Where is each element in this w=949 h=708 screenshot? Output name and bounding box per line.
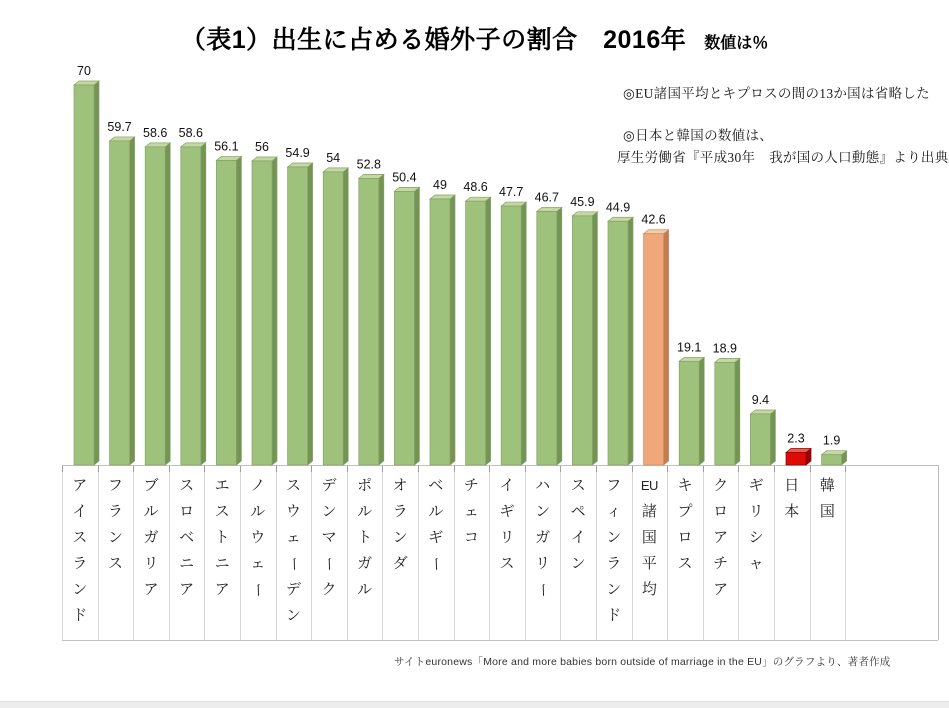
category-label-char: ラ xyxy=(72,555,88,572)
category-label-char: ギ xyxy=(748,477,764,494)
bar-side-face xyxy=(414,187,419,465)
bar-top-face xyxy=(715,358,740,362)
category-label-char: イ xyxy=(499,477,515,494)
bar-side-face xyxy=(592,212,597,465)
category-label-char: リ xyxy=(143,555,159,572)
bar-side-face xyxy=(557,207,562,465)
category-label-char: 韓 xyxy=(819,477,835,494)
bar xyxy=(323,151,348,465)
bar-front-face xyxy=(288,167,308,465)
category-label-char: オ xyxy=(392,477,408,494)
category-label-char: ト xyxy=(357,529,373,546)
category-label-char: プ xyxy=(677,503,693,520)
bar-top-face xyxy=(822,451,847,455)
category-label-char: キ xyxy=(677,477,693,494)
bar xyxy=(606,200,633,465)
category-label-char: ギ xyxy=(428,529,444,546)
category-label-char: ガ xyxy=(535,529,551,546)
category-label-char: ス xyxy=(107,555,123,572)
category-label-char: ス xyxy=(179,477,195,494)
bar xyxy=(713,341,740,465)
bar xyxy=(641,213,668,465)
bar-value-label: 19.1 xyxy=(677,340,702,355)
bar-top-face xyxy=(644,230,669,234)
bar-front-face xyxy=(786,453,806,465)
bar xyxy=(357,157,384,465)
bar xyxy=(535,190,562,465)
bar-front-face xyxy=(110,141,130,465)
bar-value-label: 56.1 xyxy=(214,139,239,154)
category-label-char: ペ xyxy=(570,503,586,520)
category-label-char: 国 xyxy=(641,529,657,546)
category-label-char: ラ xyxy=(392,503,408,520)
category-label-char: ン xyxy=(321,503,337,520)
chart-title: （表1）出生に占める婚外子の割合 2016年 xyxy=(180,26,687,54)
bar-value-label: 59.7 xyxy=(107,119,132,134)
bar-value-label: 50.4 xyxy=(392,170,417,185)
category-label-char: ア xyxy=(179,581,195,598)
category-label-char: ロ xyxy=(677,529,693,546)
source-credit: サイトeuronews「More and more babies born outside of marriage in the EU」のグラフより、著者作成 xyxy=(394,656,891,668)
bar-side-face xyxy=(486,197,491,465)
bar xyxy=(430,178,455,465)
category-label-char: ダ xyxy=(392,555,408,572)
category-label-char: ト xyxy=(214,529,230,546)
bar-value-label: 2.3 xyxy=(787,431,805,446)
bar xyxy=(107,120,134,465)
category-label-char: ン xyxy=(535,503,551,520)
bar-front-face xyxy=(323,172,343,465)
category-label-char: ー xyxy=(427,556,445,572)
bar-top-face xyxy=(252,157,277,161)
bar-side-face xyxy=(735,358,740,465)
bar-top-face xyxy=(74,81,99,85)
category-label-char: デ xyxy=(321,477,337,494)
bar-top-face xyxy=(786,449,811,453)
bar-front-face xyxy=(608,221,628,465)
category-label-char: ウ xyxy=(250,529,266,546)
bar-value-label: 54.9 xyxy=(285,145,310,160)
category-label-char: ー xyxy=(285,556,303,572)
category-label-char: 日 xyxy=(784,477,800,494)
category-label-char: ス xyxy=(570,477,586,494)
bar xyxy=(677,340,704,465)
category-label-char: EU xyxy=(640,478,658,493)
bar-value-label: 56 xyxy=(255,140,269,154)
bar-side-face xyxy=(343,168,348,465)
category-label-char: ド xyxy=(606,607,622,624)
note-omitted-countries: ◎EU諸国平均とキプロスの間の13か国は省略した xyxy=(623,86,930,101)
bar-front-face xyxy=(715,362,735,465)
bar-value-label: 58.6 xyxy=(178,125,203,140)
category-label-char: フ xyxy=(107,477,123,494)
category-label-char: ル xyxy=(357,581,373,598)
bar-front-face xyxy=(430,199,450,465)
bar xyxy=(750,393,775,465)
bar xyxy=(252,140,277,465)
bar xyxy=(822,434,847,465)
bar-value-label: 48.6 xyxy=(463,180,488,195)
category-label-char: イ xyxy=(570,529,586,546)
bar-value-label: 9.4 xyxy=(751,392,770,407)
bar-side-face xyxy=(450,195,455,465)
category-label-char: ー xyxy=(249,582,267,598)
category-label-char: エ xyxy=(214,477,230,494)
bar-side-face xyxy=(236,156,241,465)
bar-side-face xyxy=(699,357,704,465)
category-label-char: ド xyxy=(72,607,88,624)
bar-side-face xyxy=(521,202,526,465)
category-label-char: ロ xyxy=(713,503,729,520)
bar-top-face xyxy=(181,143,206,147)
bar-value-label: 44.9 xyxy=(605,200,631,215)
category-label-char: ガ xyxy=(357,555,373,572)
bar-top-face xyxy=(430,195,455,199)
bar-front-face xyxy=(181,147,201,465)
category-label-char: ン xyxy=(606,529,622,546)
bar-side-face xyxy=(201,143,206,465)
category-label-char: ル xyxy=(428,503,444,520)
category-label-char: ン xyxy=(606,581,622,598)
bar-front-face xyxy=(216,160,236,465)
category-label-char: イ xyxy=(72,503,88,520)
chart-unit-note: 数値は％ xyxy=(704,35,769,52)
category-label-char: マ xyxy=(321,529,337,546)
bar-top-face xyxy=(394,187,419,191)
category-label-char: ブ xyxy=(143,477,159,494)
category-label-char: ル xyxy=(143,503,159,520)
bar-top-face xyxy=(359,174,384,178)
category-label-char: ラ xyxy=(107,503,123,520)
category-label-char: ー xyxy=(320,556,338,572)
bar-top-face xyxy=(572,212,597,216)
bar-front-face xyxy=(501,206,521,465)
category-label-char: リ xyxy=(535,555,551,572)
bottom-window-edge xyxy=(0,701,949,708)
category-label-char: ィ xyxy=(606,503,622,520)
bar-side-face xyxy=(308,163,313,465)
category-label-char: ク xyxy=(713,477,729,494)
bar-value-label: 52.8 xyxy=(356,157,381,172)
category-label-char: ノ xyxy=(250,477,266,494)
category-label-char: ア xyxy=(214,581,230,598)
category-label-char: ポ xyxy=(357,477,373,494)
bar-side-face xyxy=(272,157,277,465)
category-label-char: ン xyxy=(72,581,88,598)
category-label-char: リ xyxy=(499,529,515,546)
bar xyxy=(285,146,312,465)
bar-front-face xyxy=(572,216,592,465)
category-label-char: ス xyxy=(499,555,515,572)
category-label-char: ェ xyxy=(285,529,301,546)
bar xyxy=(74,64,99,465)
bar-front-face xyxy=(644,234,664,465)
bar xyxy=(786,432,811,465)
category-label-char: ア xyxy=(713,581,729,598)
category-label-char: ェ xyxy=(463,503,479,520)
bar-top-face xyxy=(466,197,491,201)
category-label-char: ー xyxy=(534,582,552,598)
bar-side-face xyxy=(130,137,135,465)
category-label-char: 均 xyxy=(641,581,657,598)
bar-side-face xyxy=(379,174,384,465)
bar-front-face xyxy=(750,414,770,465)
bar-value-label: 49 xyxy=(433,178,447,192)
bar-top-face xyxy=(323,168,348,172)
category-label-char: ン xyxy=(392,529,408,546)
bar-side-face xyxy=(165,143,170,465)
note-japan-korea-line1: ◎日本と韓国の数値は、 xyxy=(623,128,774,143)
bar-value-label: 1.9 xyxy=(822,433,841,448)
category-label-char: ス xyxy=(72,529,88,546)
category-label-char: ア xyxy=(143,581,159,598)
bar-side-face xyxy=(664,230,669,465)
bar-value-label: 58.6 xyxy=(143,125,168,140)
category-label-char: ア xyxy=(72,477,88,494)
bar-top-face xyxy=(145,143,170,147)
bar-front-face xyxy=(394,191,414,465)
note-japan-korea-line2: 厚生労働省『平成30年 我が国の人口動態』より出典 xyxy=(617,150,949,165)
category-label-char: ニ xyxy=(214,555,230,572)
bar-value-label: 45.9 xyxy=(570,194,595,209)
bar-top-face xyxy=(750,410,775,414)
category-label-char: コ xyxy=(463,529,479,546)
category-label-char: チ xyxy=(463,477,479,494)
category-label-char: ル xyxy=(357,503,373,520)
category-label-char: ロ xyxy=(179,503,195,520)
category-label-char: ス xyxy=(677,555,693,572)
category-label-char: 国 xyxy=(819,503,835,520)
category-label-char: ェ xyxy=(250,555,266,572)
bar-front-face xyxy=(145,147,165,465)
bar xyxy=(463,180,490,465)
category-label-char: デ xyxy=(285,581,301,598)
category-label-char: ベ xyxy=(428,477,444,494)
bar-front-face xyxy=(359,178,379,465)
bar-front-face xyxy=(466,201,486,465)
bar-front-face xyxy=(74,85,94,465)
category-label-char: ン xyxy=(570,555,586,572)
category-label-char: ス xyxy=(285,477,301,494)
bar-top-face xyxy=(608,217,633,221)
bar-value-label: 46.7 xyxy=(534,190,559,205)
bar-value-label: 42.6 xyxy=(641,212,666,227)
bar-top-face xyxy=(679,357,704,361)
category-label-char: ン xyxy=(285,607,301,624)
bar xyxy=(392,170,419,465)
bar-front-face xyxy=(252,161,272,465)
category-label-char: ャ xyxy=(748,555,764,572)
category-label-char: ス xyxy=(214,503,230,520)
bar xyxy=(570,195,597,465)
bar-side-face xyxy=(770,410,775,465)
category-label-char: 本 xyxy=(784,503,800,520)
bar-value-label: 70 xyxy=(77,64,91,78)
bar-side-face xyxy=(94,81,99,465)
category-label-char: フ xyxy=(606,477,622,494)
bar-top-face xyxy=(216,156,241,160)
category-label-char: ン xyxy=(107,529,123,546)
category-label-char: ク xyxy=(321,581,337,598)
category-label-char: ハ xyxy=(535,477,551,494)
bar xyxy=(179,126,206,465)
bar-value-label: 47.7 xyxy=(499,185,524,200)
bar xyxy=(499,185,526,465)
category-label-char: ル xyxy=(250,503,266,520)
category-label-char: 平 xyxy=(641,555,657,572)
category-label-char: 諸 xyxy=(641,503,657,520)
bar xyxy=(214,139,241,465)
bar-front-face xyxy=(822,455,842,465)
bar-top-face xyxy=(288,163,313,167)
bar xyxy=(143,126,170,465)
category-label-char: ガ xyxy=(143,529,159,546)
bar-top-face xyxy=(501,202,526,206)
category-label-char: ギ xyxy=(499,503,515,520)
category-label-char: リ xyxy=(748,503,764,520)
category-label-char: ア xyxy=(713,529,729,546)
bar-front-face xyxy=(679,361,699,465)
category-label-char: シ xyxy=(748,529,764,546)
bar-value-label: 18.9 xyxy=(712,341,737,356)
category-label-char: ベ xyxy=(179,529,195,546)
category-label-char: チ xyxy=(713,555,729,572)
bar-side-face xyxy=(628,217,633,465)
bar-front-face xyxy=(537,211,557,465)
category-label-char: ラ xyxy=(606,555,622,572)
category-label-char: ニ xyxy=(179,555,195,572)
bar-top-face xyxy=(110,137,135,141)
bar-value-label: 54 xyxy=(326,150,341,165)
bar-top-face xyxy=(537,207,562,211)
category-label-char: ウ xyxy=(285,503,301,520)
